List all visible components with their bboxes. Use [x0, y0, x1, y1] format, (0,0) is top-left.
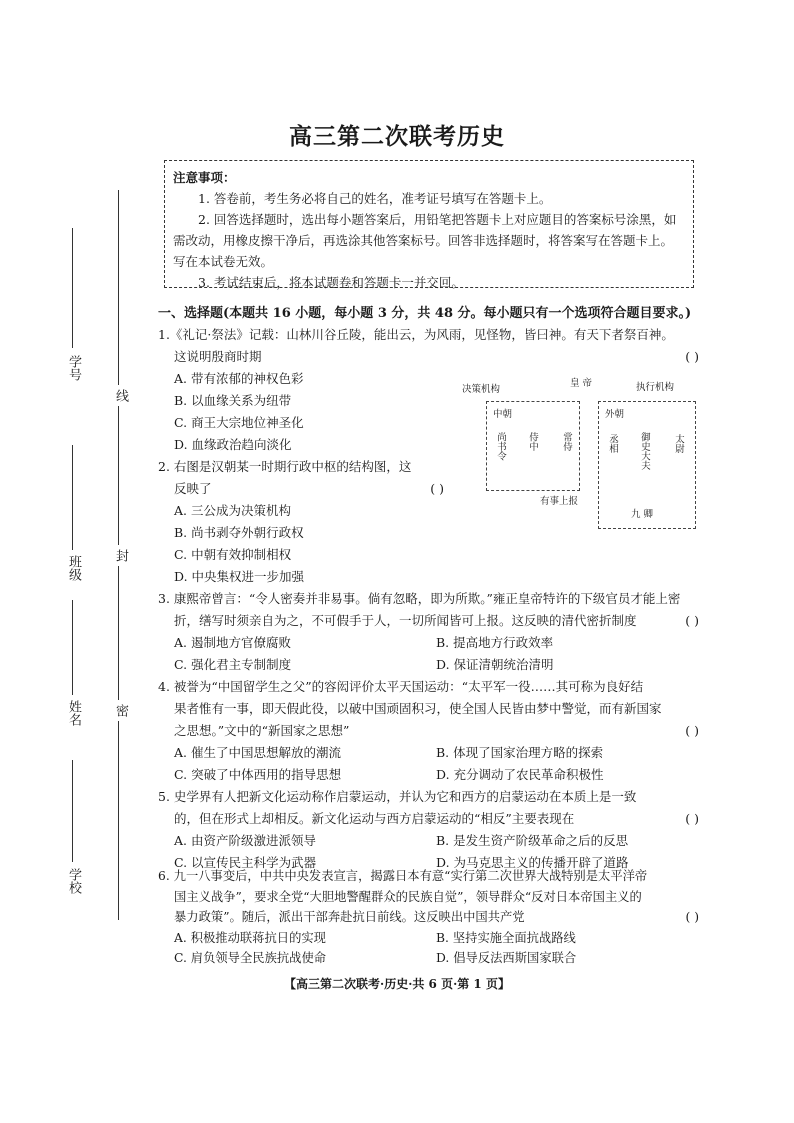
class-label: 班级: [66, 555, 81, 581]
outer-member: 御史大夫: [639, 432, 650, 470]
outer-member: 太尉: [673, 434, 684, 453]
outer-court-box: [598, 401, 696, 529]
question-stem: 5. 史学界有人把新文化运动称作启蒙运动，并认为它和西方的启蒙运动在本质上是一致: [158, 789, 637, 804]
option-c: C. 肩负领导全民族抗战使命: [174, 951, 327, 965]
inner-member: 常侍: [561, 432, 572, 451]
notice-box: [164, 160, 694, 288]
page-title: 高三第二次联考历史: [289, 123, 505, 150]
option-c: C. 中朝有效抑制相权: [174, 547, 292, 562]
answer-blank: ( ): [685, 613, 699, 628]
question-stem: 这说明殷商时期: [174, 349, 262, 364]
answer-blank: ( ): [430, 481, 444, 496]
question-stem: 之思想。”文中的“新国家之思想”: [174, 723, 350, 738]
inner-court-label: 中朝: [493, 409, 513, 420]
school-label: 学校: [66, 868, 81, 894]
seal-char-feng: 封: [111, 545, 130, 566]
question-stem: 反映了: [174, 481, 212, 496]
execution-label: 执行机构: [636, 382, 675, 393]
option-d: D. 中央集权进一步加强: [174, 569, 305, 584]
answer-blank: ( ): [685, 910, 699, 924]
option-c: C. 突破了中体西用的指导思想: [174, 767, 342, 782]
question-stem: 国主义战争”，要求全党“大胆地警醒群众的民族自觉”，领导群众“反对日本帝国主义的: [174, 889, 642, 904]
option-d: D. 倡导反法西斯国家联合: [436, 951, 577, 965]
question-2: [158, 456, 448, 588]
notice-item: 1. 答卷前，考生务必将自己的姓名，准考证号填写在答题卡上。: [198, 191, 552, 206]
name-label: 姓名: [66, 700, 81, 726]
option-a: A. 由资产阶级激进派领导: [174, 833, 316, 848]
notice-item: 3. 考试结束后，将本试题卷和答题卡一并交回。: [198, 275, 464, 290]
school-line: [72, 760, 73, 862]
option-a: A. 三公成为决策机构: [174, 503, 291, 518]
question-stem: 1.《礼记·祭法》记载：山林川谷丘陵，能出云，为风雨，见怪物，皆曰神。有天下者祭百神。: [158, 327, 674, 342]
question-stem: 的，但在形式上却相反。新文化运动与西方启蒙运动的“相反”主要表现在: [174, 811, 575, 826]
nine-ministers-label: 九 卿: [631, 509, 654, 520]
question-4: [158, 676, 703, 786]
option-d: D. 为马克思主义的传播开辟了道路: [436, 855, 629, 870]
decision-label: 决策机构: [462, 384, 501, 395]
class-line: [72, 445, 73, 550]
option-c: C. 强化君主专制制度: [174, 657, 292, 672]
answer-blank: ( ): [685, 811, 699, 826]
student-id-label: 学号: [66, 355, 81, 381]
option-a: A. 积极推动联蒋抗日的实现: [174, 930, 326, 945]
seal-char-mi: 密: [111, 700, 130, 721]
student-id-line: [72, 228, 73, 348]
option-a: A. 催生了中国思想解放的潮流: [174, 745, 341, 760]
emperor-label: 皇 帝: [570, 378, 593, 389]
page-footer: 【高三第二次联考·历史·共 6 页·第 1 页】: [284, 977, 510, 991]
question-stem: 果者惟有一事，即天假此役，以破中国顽固积习，使全国人民皆由梦中警觉，而有新国家: [174, 701, 662, 716]
option-b: B. 体现了国家治理方略的探索: [436, 745, 604, 760]
outer-member: 丞相: [607, 434, 618, 453]
notice-heading: 注意事项：: [173, 170, 236, 185]
answer-blank: ( ): [685, 723, 699, 738]
notice-item: 2. 回答选择题时，选出每小题答案后，用铅笔把答题卡上对应题目的答案标号涂黑，如需改动，用橡皮擦干净后，再选涂其他答案标号。回答非选择题时，将答案写在答题卡上。写在本试卷无效。: [173, 212, 677, 269]
question-3: [158, 588, 703, 676]
question-stem: 暴力政策”。随后，派出干部奔赴抗日前线。这反映出中国共产党: [174, 910, 525, 924]
option-c: C. 以宣传民主科学为武器: [174, 855, 317, 870]
option-a: A. 带有浓郁的神权色彩: [174, 371, 304, 386]
option-d: D. 血缘政治趋向淡化: [174, 437, 292, 452]
question-5: [158, 786, 703, 874]
question-stem: 6. 九一八事变后，中共中央发表宣言，揭露日本有意“实行第二次世界大战特别是太平洋帝: [158, 869, 648, 883]
inner-member: 侍中: [527, 432, 538, 451]
han-central-structure-diagram: [458, 373, 698, 531]
option-b: B. 坚持实施全面抗战路线: [436, 930, 576, 945]
name-line: [72, 600, 73, 695]
option-b: B. 是发生资产阶级革命之后的反思: [436, 833, 629, 848]
inner-member: 尚书令: [495, 432, 506, 461]
inner-court-box: [486, 401, 580, 491]
question-stem: 4. 被誉为“中国留学生之父”的容闳评价太平天国运动：“太平军一役……其可称为良好结: [158, 679, 644, 694]
question-stem: 3. 康熙帝曾言：“令人密奏并非易事。倘有忽略，即为所欺。”雍正皇帝特许的下级官员才能上密: [158, 591, 681, 606]
option-b: B. 以血缘关系为纽带: [174, 393, 292, 408]
section-heading: 一、选择题(本题共 16 小题，每小题 3 分，共 48 分。每小题只有一个选项符合题目要求。): [158, 306, 692, 321]
seal-char-xian: 线: [111, 385, 130, 406]
option-d: D. 保证清朝统治清明: [436, 657, 554, 672]
question-stem: 2. 右图是汉朝某一时期行政中枢的结构图，这: [158, 459, 412, 474]
option-c: C. 商王大宗地位神圣化: [174, 415, 304, 430]
question-6: [158, 866, 703, 969]
question-stem: 折，缮写时须亲自为之，不可假手于人，一切所闻皆可上报。这反映的清代密折制度: [174, 613, 637, 628]
option-b: B. 提高地方行政效率: [436, 635, 554, 650]
answer-blank: ( ): [685, 349, 699, 364]
report-label: 有事上报: [540, 496, 579, 507]
option-d: D. 充分调动了农民革命积极性: [436, 767, 604, 782]
option-b: B. 尚书剥夺外朝行政权: [174, 525, 304, 540]
option-a: A. 遏制地方官僚腐败: [174, 635, 291, 650]
outer-court-label: 外朝: [605, 409, 625, 420]
